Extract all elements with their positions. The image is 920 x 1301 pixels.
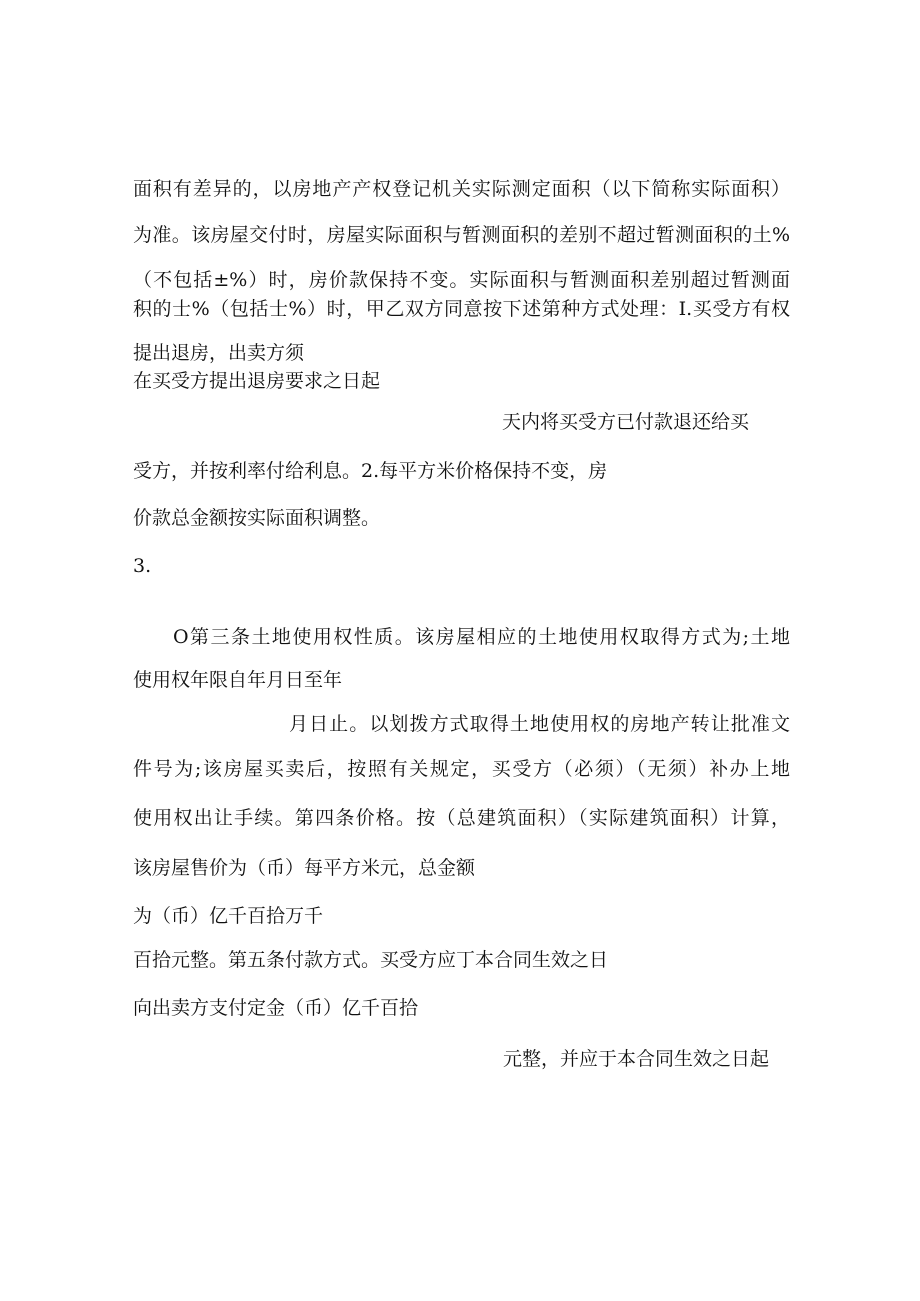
text-line: 向出卖方支付定金（币）亿千百拾 bbox=[133, 997, 419, 1019]
text-line: 积的士%（包括士%）时，甲乙双方同意按下述第种方式处理：I.买受方有权 bbox=[133, 298, 790, 320]
text-line: 价款总金额按实际面积调整。 bbox=[133, 507, 381, 529]
text-line: O第三条土地使用权性质。该房屋相应的土地使用权取得方式为;土地 bbox=[173, 626, 790, 648]
text-line: 为准。该房屋交付时，房屋实际面积与暂测面积的差别不超过暂测面积的土% bbox=[133, 224, 790, 246]
text-line: 为（币）亿千百拾万千 bbox=[133, 905, 324, 927]
text-line: 使用权出让手续。第四条价格。按（总建筑面积）（实际建筑面积）计算， bbox=[133, 807, 790, 829]
text-line: 在买受方提出退房要求之日起 bbox=[133, 370, 381, 392]
text-line: 面积有差异的，以房地产产权登记机关实际测定面积（以下简称实际面积） bbox=[133, 178, 790, 200]
text-line: 月日止。以划拨方式取得土地使用权的房地产转让批准文 bbox=[289, 713, 790, 735]
text-line: （不包括±%）时，房价款保持不变。实际面积与暂测面积差别超过暂测面 bbox=[133, 269, 790, 291]
text-line: 件号为;该房屋买卖后，按照有关规定，买受方（必须）（无须）补办上地 bbox=[133, 758, 790, 780]
text-line: 使用权年限自年月日至年 bbox=[133, 669, 343, 691]
text-line: 百拾元整。第五条付款方式。买受方应丁本合同生效之日 bbox=[133, 949, 609, 971]
text-line: 天内将买受方已付款退还给买 bbox=[502, 411, 750, 433]
text-line: 该房屋售价为（币）每平方米元，总金额 bbox=[133, 857, 476, 879]
text-line: 元整，并应于本合同生效之日起 bbox=[503, 1048, 770, 1070]
text-line: 提出退房，出卖方须 bbox=[133, 342, 305, 364]
text-line: 3. bbox=[133, 555, 152, 577]
text-line: 受方，并按利率付给利息。2.每平方米价格保持不变，房 bbox=[133, 460, 608, 482]
